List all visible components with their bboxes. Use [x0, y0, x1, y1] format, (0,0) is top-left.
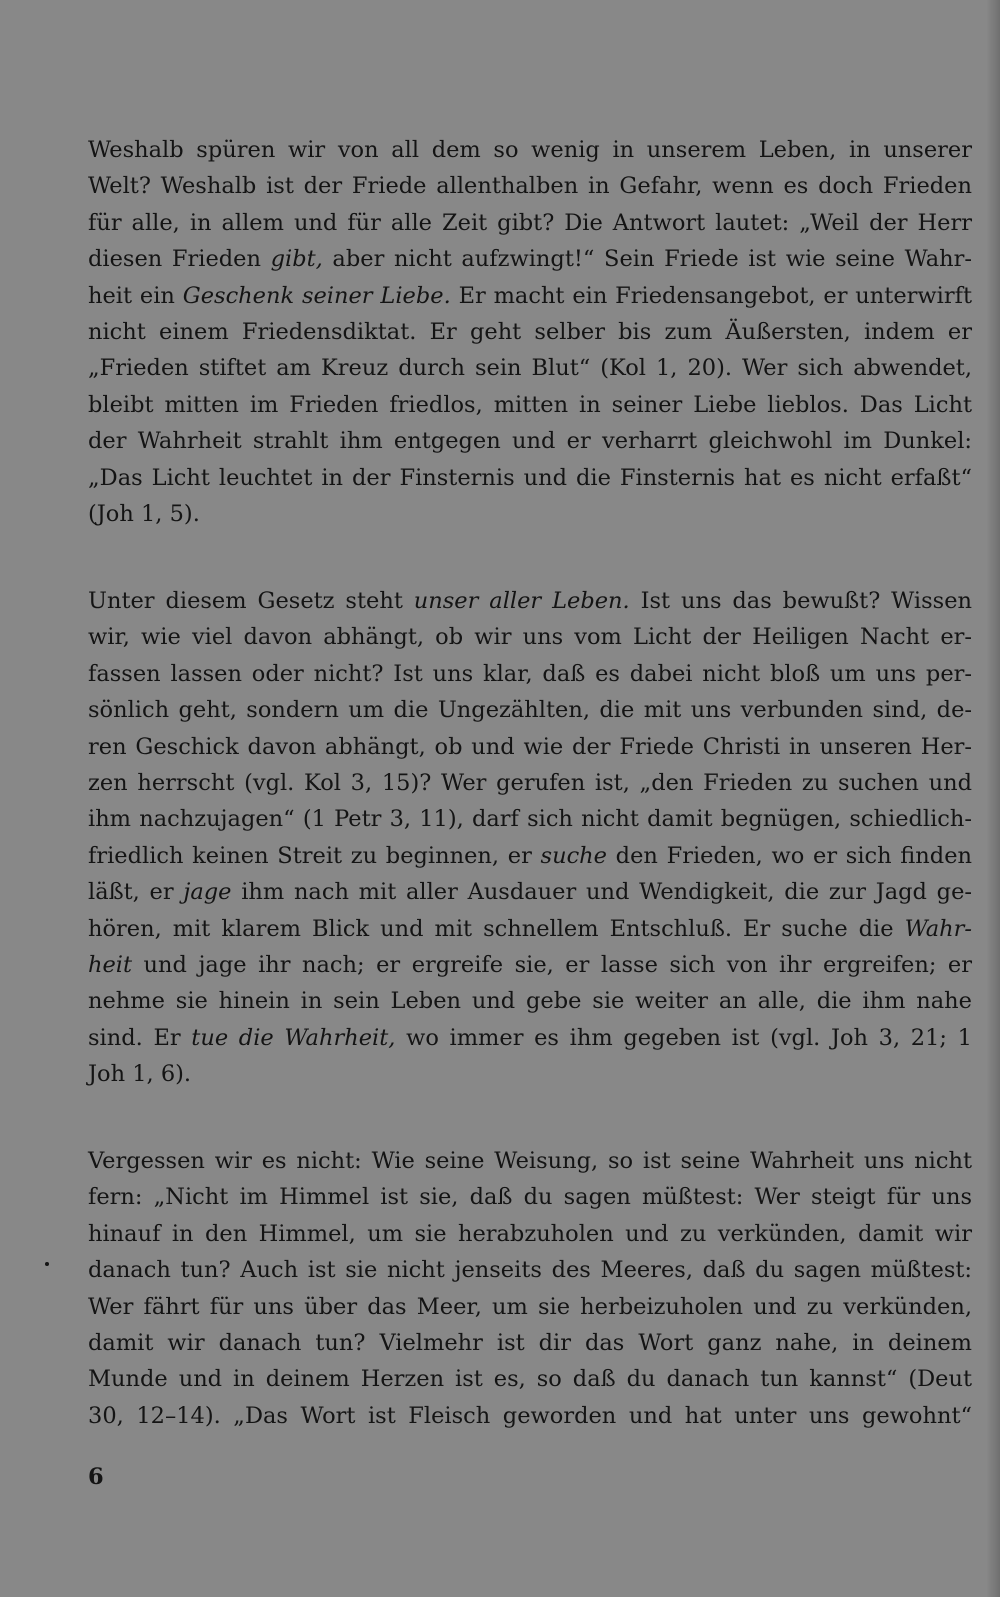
- text-line: Welt? Weshalb ist der Friede allenthalben in Gefahr, wenn es doch Frieden: [88, 173, 972, 200]
- text-line: läßt, er jage ihm nach mit aller Ausdauer und Wendigkeit, die zur Jagd ge-: [88, 879, 972, 906]
- text-line: ren Geschick davon abhängt, ob und wie der Friede Christi in unseren Her-: [88, 733, 972, 760]
- text-line: Weshalb spüren wir von all dem so wenig in unserem Leben, in unserer: [88, 137, 972, 163]
- text-line: für alle, in allem und für alle Zeit gibt? Die Antwort lautet: „Weil der Herr: [88, 209, 972, 236]
- paragraph-1: [88, 132, 972, 532]
- text-line: danach tun? Auch ist sie nicht jenseits des Meeres, daß du sagen müßtest:: [88, 1257, 972, 1284]
- text-line: sind. Er tue die Wahrheit, wo immer es ihm gegeben ist (vgl. Joh 3, 21; 1: [88, 1024, 972, 1051]
- text-line: zen herrscht (vgl. Kol 3, 15)? Wer gerufen ist, „den Frieden zu suchen und: [88, 769, 972, 796]
- text-line: ihm nachzujagen“ (1 Petr 3, 11), darf sich nicht damit begnügen, schiedlich-: [88, 806, 972, 833]
- text-line: bleibt mitten im Frieden friedlos, mitten in seiner Liebe lieblos. Das Licht: [88, 391, 972, 418]
- text-line: (Joh 1, 5).: [88, 500, 200, 527]
- paragraph-2: [88, 583, 972, 1092]
- text-line: Munde und in deinem Herzen ist es, so daß du danach tun kannst“ (Deut: [88, 1366, 972, 1393]
- text-line: wir, wie viel davon abhängt, ob wir uns vom Licht der Heiligen Nacht er-: [88, 624, 972, 651]
- text-line: heit und jage ihr nach; er ergreife sie, er lasse sich von ihr ergreifen; er: [88, 951, 972, 978]
- text-line: Unter diesem Gesetz steht unser aller Leben. Ist uns das bewußt? Wissen: [88, 588, 972, 614]
- text-line: fassen lassen oder nicht? Ist uns klar, daß es dabei nicht bloß um uns per-: [88, 660, 972, 687]
- text-line: der Wahrheit strahlt ihm entgegen und er verharrt gleichwohl im Dunkel:: [88, 428, 972, 455]
- page-edge-shadow: [986, 0, 1000, 1597]
- text-line: fern: „Nicht im Himmel ist sie, daß du sagen müßtest: Wer steigt für uns: [88, 1184, 972, 1211]
- text-line: hören, mit klarem Blick und mit schnellem Entschluß. Er suche die Wahr-: [88, 915, 972, 942]
- text-line: 30, 12–14). „Das Wort ist Fleisch geworden und hat unter uns gewohnt“: [88, 1402, 972, 1429]
- text-line: Vergessen wir es nicht: Wie seine Weisung, so ist seine Wahrheit uns nicht: [88, 1148, 972, 1174]
- text-line: Wer fährt für uns über das Meer, um sie herbeizuholen und zu verkünden,: [88, 1293, 972, 1320]
- text-line: nehme sie hinein in sein Leben und gebe sie weiter an alle, die ihm nahe: [88, 988, 972, 1015]
- text-line: „Frieden stiftet am Kreuz durch sein Blut“ (Kol 1, 20). Wer sich abwendet,: [88, 355, 972, 382]
- text-line: nicht einem Friedensdiktat. Er geht selber bis zum Äußersten, indem er: [88, 318, 972, 345]
- page-number: 6: [88, 1464, 104, 1490]
- text-line: Joh 1, 6).: [88, 1061, 192, 1088]
- text-line: diesen Frieden gibt, aber nicht aufzwingt!“ Sein Friede ist wie seine Wahr-: [88, 246, 972, 273]
- text-line: hinauf in den Himmel, um sie herabzuholen und zu verkünden, damit wir: [88, 1220, 972, 1247]
- paragraph-3: [88, 1143, 972, 1434]
- text-line: heit ein Geschenk seiner Liebe. Er macht ein Friedensangebot, er unterwirft: [88, 282, 972, 309]
- text-line: damit wir danach tun? Vielmehr ist dir das Wort ganz nahe, in deinem: [88, 1329, 972, 1356]
- text-line: friedlich keinen Streit zu beginnen, er suche den Frieden, wo er sich finden: [88, 842, 973, 869]
- text-line: „Das Licht leuchtet in der Finsternis und die Finsternis hat es nicht erfaßt“: [88, 464, 972, 491]
- text-line: sönlich geht, sondern um die Ungezählten, die mit uns verbunden sind, de-: [88, 697, 972, 724]
- stray-mark: [45, 1262, 49, 1266]
